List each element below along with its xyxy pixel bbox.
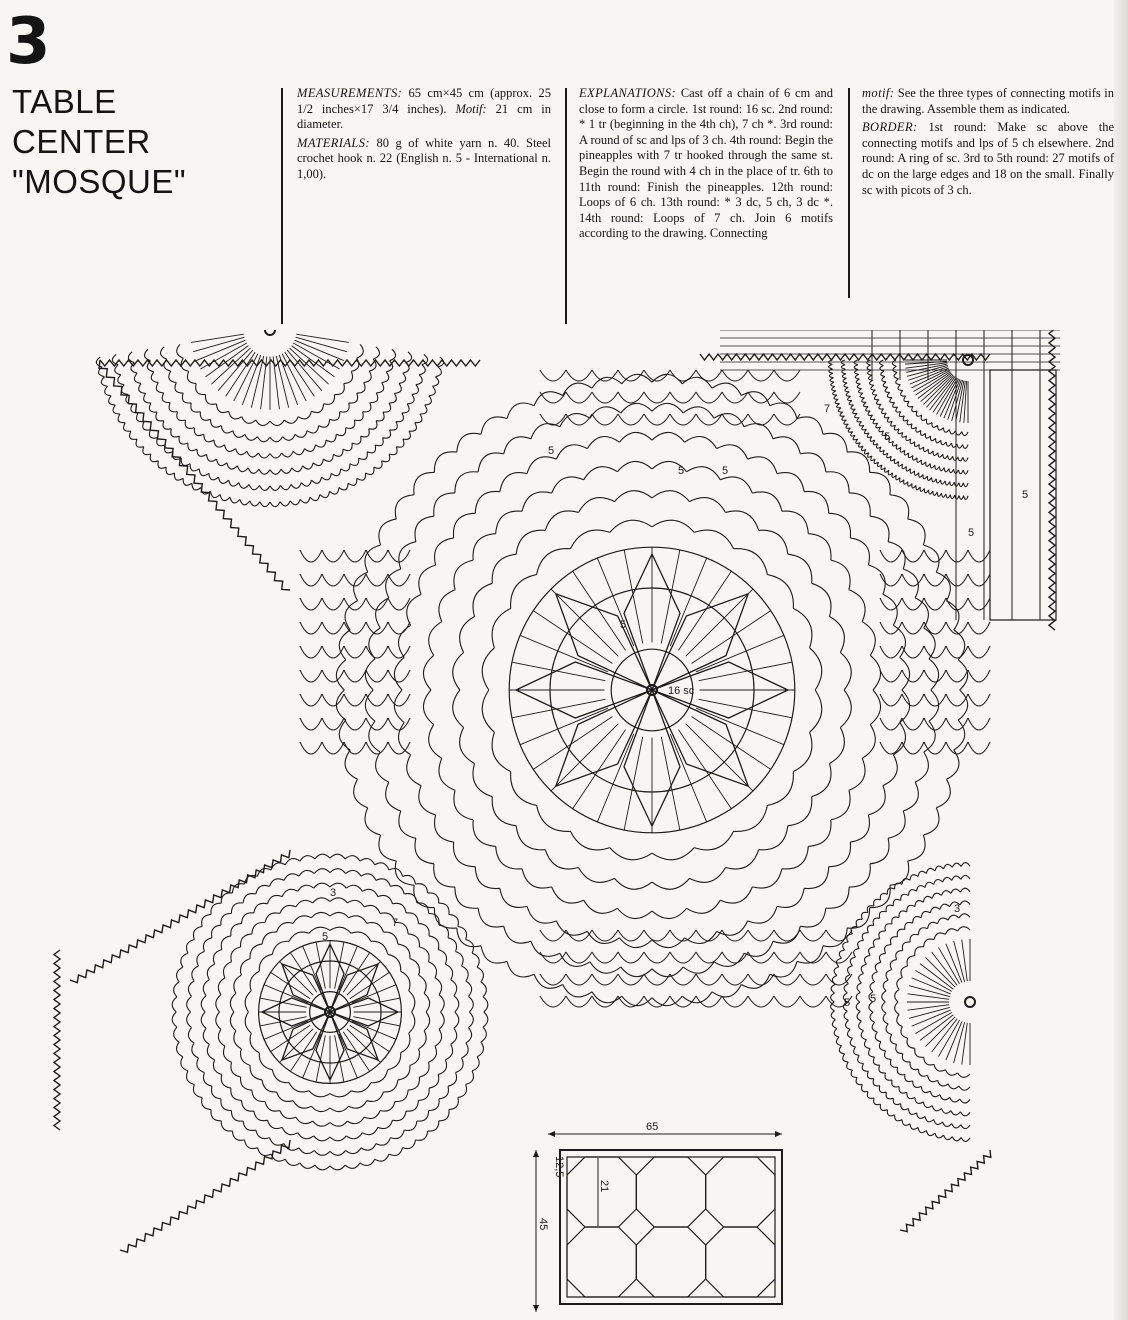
chain-borders [54, 330, 1075, 1252]
round-mark: 3 [954, 903, 961, 915]
top-net [540, 370, 800, 425]
title-line-1: TABLE [12, 83, 117, 120]
right-border [1049, 330, 1055, 630]
connecting-motif-label: motif: [862, 86, 895, 100]
schematic-motif-label: 21 [598, 1180, 610, 1193]
motif-text: 21 cm in diameter. [297, 101, 552, 132]
round-mark: 5 [678, 465, 685, 477]
explanations-label: EXPLANATIONS: [579, 86, 677, 100]
column-rule-2 [565, 88, 567, 324]
schematic-border-label: 12,5 [553, 1156, 565, 1178]
upper-right-motif [829, 355, 973, 499]
round-mark: 5 [844, 997, 851, 1009]
border-label: BORDER: [862, 120, 918, 135]
round-mark: 5 [548, 445, 555, 457]
top-right-border [700, 354, 990, 360]
column-rule-3 [848, 88, 850, 298]
materials-text: 80 g of white yarn n. 40. Steel crochet hook n. 22 (English n. 5 - International n. 1,00). [297, 135, 551, 181]
center-stitch-label: 16 sc [668, 685, 695, 697]
round-mark: 5 [870, 993, 877, 1005]
round-mark: 7 [824, 403, 831, 415]
measurements-text: 65 cm×45 cm (approx. 25 1/2 inches×17 3/4 inches). [297, 86, 551, 116]
crochet-diagram [0, 330, 1128, 1320]
pattern-title [12, 82, 186, 202]
lower-left-motif [172, 854, 488, 1170]
page-edge-shadow [1114, 0, 1128, 1320]
round-mark: 5 [884, 431, 891, 443]
title-line-2: CENTER [12, 123, 151, 160]
central-motif [336, 374, 967, 1005]
explanations-column [579, 86, 833, 245]
upper-left-motif [96, 330, 443, 507]
round-mark: 3 [330, 887, 337, 899]
measurements-column [297, 86, 551, 186]
connecting-motif-text: See the three types of connecting motifs in the drawing. Assemble them as indicated. [862, 86, 1114, 116]
bottom-right-border [900, 1150, 991, 1232]
materials-label: MATERIALS: [297, 135, 370, 150]
left-lower-border [54, 950, 60, 1130]
explanations-text: Cast off a chain of 6 cm and close to form a circle. 1st round: 16 sc. 2nd round: * 1 tr (beginning in the 4th ch), 7 ch *. 3rd round: A round of sc and lps of 3 ch. 4th round: Begin the pineapples with 7 tr hooked through the same st. Begin the round with 4 ch in the place of tr. 6th to 11th round: Finish the pineapples. 12th round: Loops of 6 ch. 13th round: * 3 dc, 5 ch, 3 dc *. 14th round: Loops of 7 ch. Join 6 motifs according to the drawing. Connecting [579, 86, 834, 241]
border-text: 1st round: Make sc above the connecting motifs and lps of 5 ch elsewhere. 2nd round: A ring of sc. 3rd to 5th round: 27 motifs of dc on the large edges and 18 on the small. Finally sc with picots of 3 ch. [862, 120, 1114, 197]
column-rule-1 [281, 88, 283, 324]
title-line-3: "MOSQUE" [12, 163, 187, 200]
motif-label: Motif: [455, 101, 487, 116]
round-mark: 5 [620, 619, 627, 631]
measurements-label: MEASUREMENTS: [297, 86, 403, 100]
schematic-height-label: 45 [537, 1218, 549, 1231]
right-net [880, 550, 990, 754]
size-schematic [533, 1121, 782, 1312]
round-mark: 7 [392, 917, 399, 929]
left-net [300, 550, 410, 754]
round-mark: 5 [1022, 489, 1029, 501]
motif-drawings [96, 330, 975, 1170]
round-mark: 5 [322, 931, 329, 943]
connecting-border-column [862, 86, 1114, 201]
schematic-width-label: 65 [646, 1121, 659, 1133]
pattern-number: 3 [6, 5, 51, 79]
round-mark: 5 [968, 527, 975, 539]
round-mark: 5 [722, 465, 729, 477]
bottom-left-border [120, 1140, 290, 1252]
left-lower-diagonal [70, 850, 290, 983]
